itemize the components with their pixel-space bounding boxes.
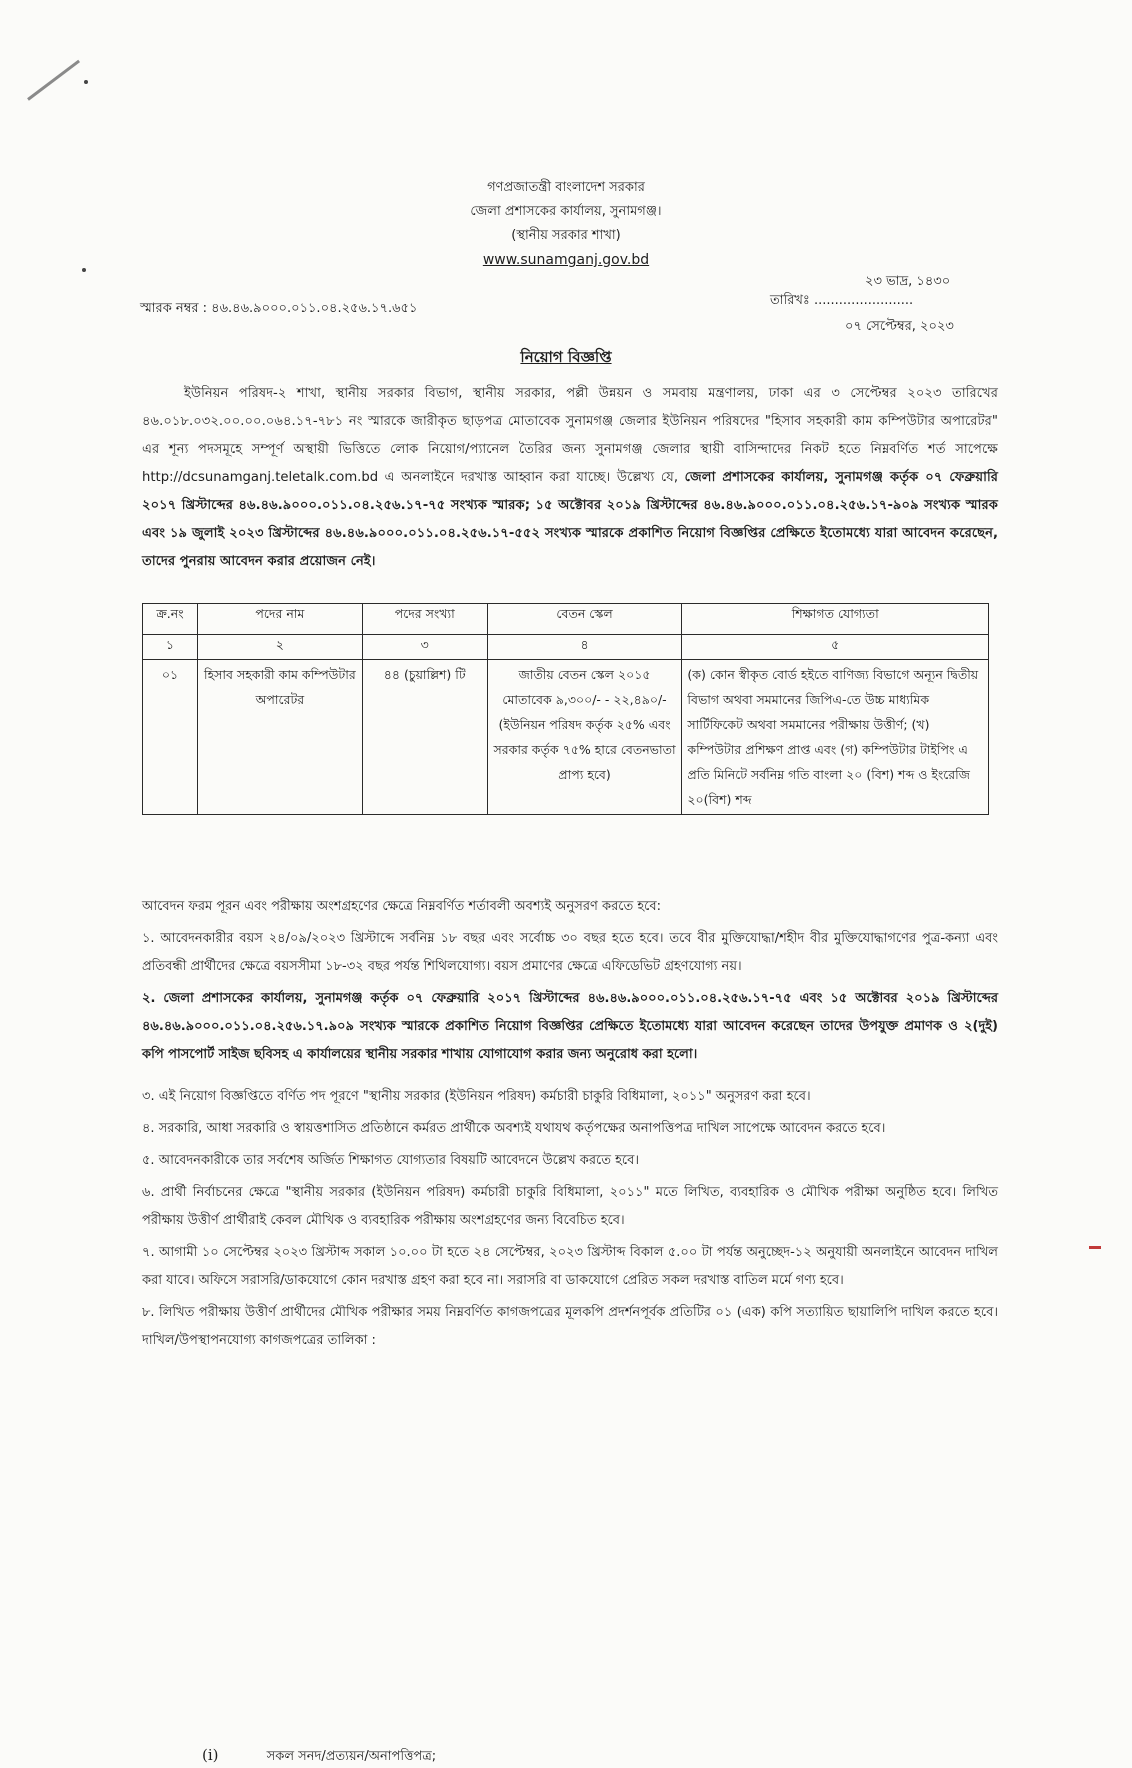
office-name: জেলা প্রশাসকের কার্যালয়, সুনামগঞ্জ। (470, 204, 662, 219)
condition-2: ২. জেলা প্রশাসকের কার্যালয়, সুনামগঞ্জ কর্তৃক ০৭ ফেব্রুয়ারি ২০১৭ খ্রিস্টাব্দের ৪৬.৪৬.৯০০০.০১১.০৪.২৫৬.১৭-৭৫ এবং ১৫ অক্টোবর ২০১৯ খ্রিস্টাব্দের ৪৬.৪৬.৯০০০.০১১.০৪.২৫৬.১৭.৯০৯ সংখ্যক স্মারকে প্রকাশিত নিয়োগ বিজ্ঞপ্তির প্রেক্ষিতে ইতোমধ্যে যারা আবেদন করেছেন তাদের উপযুক্ত প্রমাণক ও ২(দুই) কপি পাসপোর্ট সাইজ ছবিসহ এ কার্যালয়ের স্থানীয় সরকার শাখায় যোগাযোগ করার জন্য অনুরোধ করা হলো। (142, 991, 998, 1062)
government-name: গণপ্রজাতন্ত্রী বাংলাদেশ সরকার (487, 180, 645, 195)
col-number: ১ (143, 635, 198, 660)
intro-paragraph (142, 380, 998, 576)
letterhead (0, 176, 1132, 272)
col-number: ৩ (362, 635, 487, 660)
col-number: ৫ (682, 635, 989, 660)
condition-3: ৩. এই নিয়োগ বিজ্ঞপ্তিতে বর্ণিত পদ পূরণে "স্থানীয় সরকার (ইউনিয়ন পরিষদ) কর্মচারী চাকুরি বিধিমালা, ২০১১" অনুসরণ করা হবে। (142, 1089, 811, 1104)
ink-dot (84, 80, 88, 84)
cell-serial: ০১ (143, 660, 198, 815)
condition-6: ৬. প্রার্থী নির্বাচনের ক্ষেত্রে "স্থানীয় সরকার (ইউনিয়ন পরিষদ) কর্মচারী চাকুরি বিধিমালা, ২০১১" মতে লিখিত, ব্যবহারিক ও মৌখিক পরীক্ষা অনুষ্ঠিত হবে। লিখিত পরীক্ষায় উত্তীর্ণ প্রার্থীরাই কেবল মৌখিক ও ব্যবহারিক পরীক্ষায় অংশগ্রহণের জন্য বিবেচিত হবে। (142, 1185, 998, 1228)
date-label: তারিখঃ ........................ (770, 293, 914, 308)
condition-8: ৮. লিখিত পরীক্ষায় উত্তীর্ণ প্রার্থীদের মৌখিক পরীক্ষার সময় নিম্নবর্ণিত কাগজপত্রের মূলকপি প্রদর্শনপূর্বক প্রতিটির ০১ (এক) কপি সত্যায়িত ছায়ালিপি দাখিল করতে হবে। দাখিল/উপস্থাপনযোগ্য কাগজপত্রের তালিকা : (142, 1305, 998, 1348)
document-list-item (202, 1746, 436, 1768)
cell-pay-scale: জাতীয় বেতন স্কেল ২০১৫ মোতাবেক ৯,৩০০/- - ২২,৪৯০/- (ইউনিয়ন পরিষদ কর্তৃক ২৫% এবং সরকার কর্তৃক ৭৫% হারে বেতনভাতা প্রাপ্য হবে) (487, 660, 682, 815)
red-ink-mark (1089, 1246, 1101, 1249)
conditions-section (142, 893, 998, 1359)
date-bangla: ২৩ ভাদ্র, ১৪৩০ (865, 274, 951, 289)
section-name: (স্থানীয় সরকার শাখা) (511, 228, 621, 243)
table-row (143, 660, 989, 815)
col-header-qualification: শিক্ষাগত যোগ্যতা (682, 604, 989, 635)
conditions-lead: আবেদন ফরম পূরন এবং পরীক্ষায় অংশগ্রহণের ক্ষেত্রে নিম্নবর্ণিত শর্তাবলী অবশ্যই অনুসরণ করতে হবে: (142, 899, 662, 914)
condition-5: ৫. আবেদনকারীকে তার সর্বশেষ অর্জিত শিক্ষাগত যোগ্যতার বিষয়টি আবেদনে উল্লেখ করতে হবে। (142, 1153, 640, 1168)
cell-post-count: ৪৪ (চুয়াল্লিশ) টি (362, 660, 487, 815)
list-marker: (i) (202, 1746, 219, 1764)
cell-post-name: হিসাব সহকারী কাম কম্পিউটার অপারেটর (197, 660, 362, 815)
col-number: ৪ (487, 635, 682, 660)
pen-stroke-mark (27, 60, 80, 101)
condition-4: ৪. সরকারি, আধা সরকারি ও স্বায়ত্তশাসিত প্রতিষ্ঠানে কর্মরত প্রার্থীকে অবশ্যই যথাযথ কর্তৃপক্ষের অনাপত্তিপত্র দাখিল সাপেক্ষে আবেদন করতে হবে। (142, 1121, 886, 1136)
col-header-pay-scale: বেতন স্কেল (487, 604, 682, 635)
post-table (142, 603, 989, 815)
intro-normal: ইউনিয়ন পরিষদ-২ শাখা, স্থানীয় সরকার বিভাগ, স্থানীয় সরকার, পল্লী উন্নয়ন ও সমবায় মন্ত্রণালয়, ঢাকা এর ৩ সেপ্টেম্বর ২০২৩ তারিখের ৪৬.০১৮.০৩২.০০.০০.০৬৪.১৭-৭৮১ নং স্মারকে জারীকৃত ছাড়পত্র মোতাবেক সুনামগঞ্জ জেলার ইউনিয়ন পরিষদের "হিসাব সহকারী কাম কম্পিউটার অপারেটর" এর শূন্য পদসমূহে সম্পূর্ণ অস্থায়ী ভিত্তিতে লোক নিয়োগ/প্যানেল তৈরির জন্য সুনামগঞ্জ জেলার স্থায়ী বাসিন্দাদের নিকট হতে নিম্নবর্ণিত শর্ত সাপেক্ষে http://dcsunamganj.teletalk.com.bd এ অনলাইনে দরখাস্ত আহ্বান করা যাচ্ছে। উল্লেখ্য যে, (142, 386, 998, 485)
notice-title-text: নিয়োগ বিজ্ঞপ্তি (520, 348, 612, 366)
condition-1: ১. আবেদনকারীর বয়স ২৪/০৯/২০২৩ খ্রিস্টাব্দে সর্বনিম্ন ১৮ বছর এবং সর্বোচ্চ ৩০ বছর হতে হবে। তবে বীর মুক্তিযোদ্ধা/শহীদ বীর মুক্তিযোদ্ধাগণের পুত্র-কন্যা এবং প্রতিবন্ধী প্রার্থীদের ক্ষেত্রে বয়সসীমা ১৮-৩২ বছর পর্যন্ত শিথিলযোগ্য। বয়স প্রমাণের ক্ষেত্রে এফিডেভিট গ্রহণযোগ্য নয়। (142, 931, 998, 974)
intro-bold: জেলা প্রশাসকের কার্যালয়, সুনামগঞ্জ কর্তৃক ০৭ ফেব্রুয়ারি ২০১৭ খ্রিস্টাব্দের ৪৬.৪৬.৯০০০.০১১.০৪.২৫৬.১৭-৭৫ সংখ্যক স্মারক; ১৫ অক্টোবর ২০১৯ খ্রিস্টাব্দের ৪৬.৪৬.৯০০০.০১১.০৪.২৫৬.১৭-৯০৯ সংখ্যক স্মারক এবং ১৯ জুলাই ২০২৩ খ্রিস্টাব্দের ৪৬.৪৬.৯০০০.০১১.০৪.২৫৬.১৭-৫৫২ সংখ্যক স্মারকে প্রকাশিত নিয়োগ বিজ্ঞপ্তির প্রেক্ষিতে ইতোমধ্যে যারা আবেদন করেছেন, তাদের পুনরায় আবেদন করার প্রয়োজন নেই। (142, 470, 998, 569)
list-item-text: সকল সনদ/প্রত্যয়ন/অনাপত্তিপত্র; (266, 1749, 437, 1764)
notice-title (0, 346, 1132, 371)
memo-number: স্মারক নম্বর : ৪৬.৪৬.৯০০০.০১১.০৪.২৫৬.১৭.৬৫১ (140, 301, 418, 316)
website-link[interactable]: www.sunamganj.gov.bd (482, 252, 650, 268)
table-header-row (143, 604, 989, 635)
cell-qualification: (ক) কোন স্বীকৃত বোর্ড হইতে বাণিজ্য বিভাগে অন্যূন দ্বিতীয় বিভাগ অথবা সমমানের জিপিএ-তে উচ্চ মাধ্যমিক সার্টিফিকেট অথবা সমমানের পরীক্ষায় উত্তীর্ণ; (খ) কম্পিউটার প্রশিক্ষণ প্রাপ্ত এবং (গ) কম্পিউটার টাইপিং এ প্রতি মিনিটে সর্বনিম্ন গতি বাংলা ২০ (বিশ) শব্দ ও ইংরেজি ২০(বিশ) শব্দ (682, 660, 989, 815)
col-header-post-name: পদের নাম (197, 604, 362, 635)
col-number: ২ (197, 635, 362, 660)
table-number-row (143, 635, 989, 660)
col-header-serial: ক্র.নং (143, 604, 198, 635)
condition-7: ৭. আগামী ১০ সেপ্টেম্বর ২০২৩ খ্রিস্টাব্দ সকাল ১০.০০ টা হতে ২৪ সেপ্টেম্বর, ২০২৩ খ্রিস্টাব্দ বিকাল ৫.০০ টা পর্যন্ত অনুচ্ছেদ-১২ অনুযায়ী অনলাইনে আবেদন দাখিল করা যাবে। অফিসে সরাসরি/ডাকযোগে কোন দরখাস্ত গ্রহণ করা হবে না। সরাসরি বা ডাকযোগে প্রেরিত সকল দরখাস্ত বাতিল মর্মে গণ্য হবে। (142, 1245, 998, 1288)
date-english: ০৭ সেপ্টেম্বর, ২০২৩ (845, 319, 954, 334)
col-header-post-count: পদের সংখ্যা (362, 604, 487, 635)
